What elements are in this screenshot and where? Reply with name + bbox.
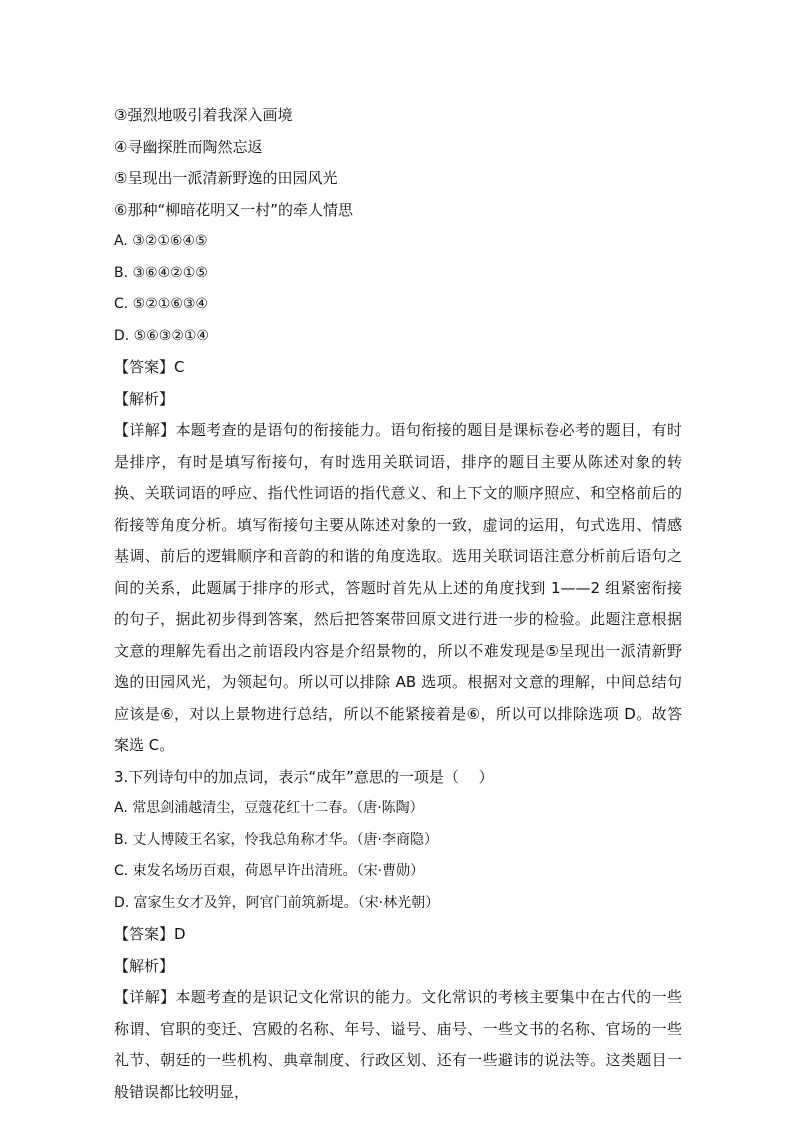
q2-answer: 【答案】C <box>114 358 185 376</box>
q3-option-c: C. 束发名场历百艰，荷恩早许出清班。（宋·曹勋） <box>114 863 425 879</box>
q2-option-c: C. ⑤②①⑥③④ <box>114 296 208 312</box>
q2-analysis-heading: 【解析】 <box>114 389 175 408</box>
q2-option-d: D. ⑤⑥③②①④ <box>114 327 209 344</box>
q3-analysis-paragraph: 【详解】本题考查的是识记文化常识的能力。文化常识的考核主要集中在古代的一些称谓、官职的变迁、宫殿的名称、年号、谥号、庙号、一些文书的名称、官场的一些礼节、朝廷的一些机构、典章制度、行政区划、还有一些避讳的说法等。这类题目一般错误都比较明显， <box>114 988 682 1101</box>
q3-answer: 【答案】D <box>114 925 186 943</box>
q3-analysis-heading: 【解析】 <box>114 956 175 975</box>
q3-option-b: B. 丈人博陵王名家，怜我总角称才华。（唐·李商隐） <box>114 831 438 848</box>
q2-option-a: A. ③②①⑥④⑤ <box>114 233 208 249</box>
page-content <box>114 100 682 1108</box>
sequence-item-6: ⑥那种“柳暗花明又一村”的牵人情思 <box>114 200 353 219</box>
sequence-item-4: ④寻幽探胜而陶然忘返 <box>114 137 263 156</box>
sequence-item-5: ⑤呈现出一派清新野逸的田园风光 <box>114 169 338 187</box>
q3-option-d: D. 富家生女才及笄，阿官门前筑新堤。（宋·林光朝） <box>114 894 440 911</box>
q2-option-b: B. ③⑥④②①⑤ <box>114 264 208 281</box>
q3-option-a: A. 常思剑浦越清尘，豆蔻花红十二春。（唐·陈陶） <box>114 800 424 816</box>
q3-stem: 3.下列诗句中的加点词，表示“成年”意思的一项是（ ） <box>114 767 494 786</box>
sequence-item-3: ③强烈地吸引着我深入画境 <box>114 106 293 124</box>
q2-analysis-paragraph: 【详解】本题考查的是语句的衔接能力。语句衔接的题目是课标卷必考的题目，有时是排序，有时是填写衔接句，有时选用关联词语，排序的题目主要从陈述对象的转换、关联词语的呼应、指代性词语的指代意义、和上下文的顺序照应、和空格前后的衔接等角度分析。填写衔接句主要从陈述对象的一致，虚词的运用，句式选用、情感基调、前后的逻辑顺序和音韵的和谐的角度选取。选用关联词语注意分析前后语句之间的关系，此题属于排序的形式，答题时首先从上述的角度找到 1——2 组紧密衔接的句子，据此初步得到答案，然后把答案带回原文进行进一步的检验。此题注意根据文意的理解先看出之前语段内容是介绍景物的，所以不难发现是⑤呈现出一派清新野逸的田园风光，为领起句。所以可以排除 AB 选项。根据对文意的理解，中间总结句应该是⑥，对以上景物进行总结，所以不能紧接着是⑥，所以可以排除选项 D。故答案选 C。 <box>114 421 682 754</box>
